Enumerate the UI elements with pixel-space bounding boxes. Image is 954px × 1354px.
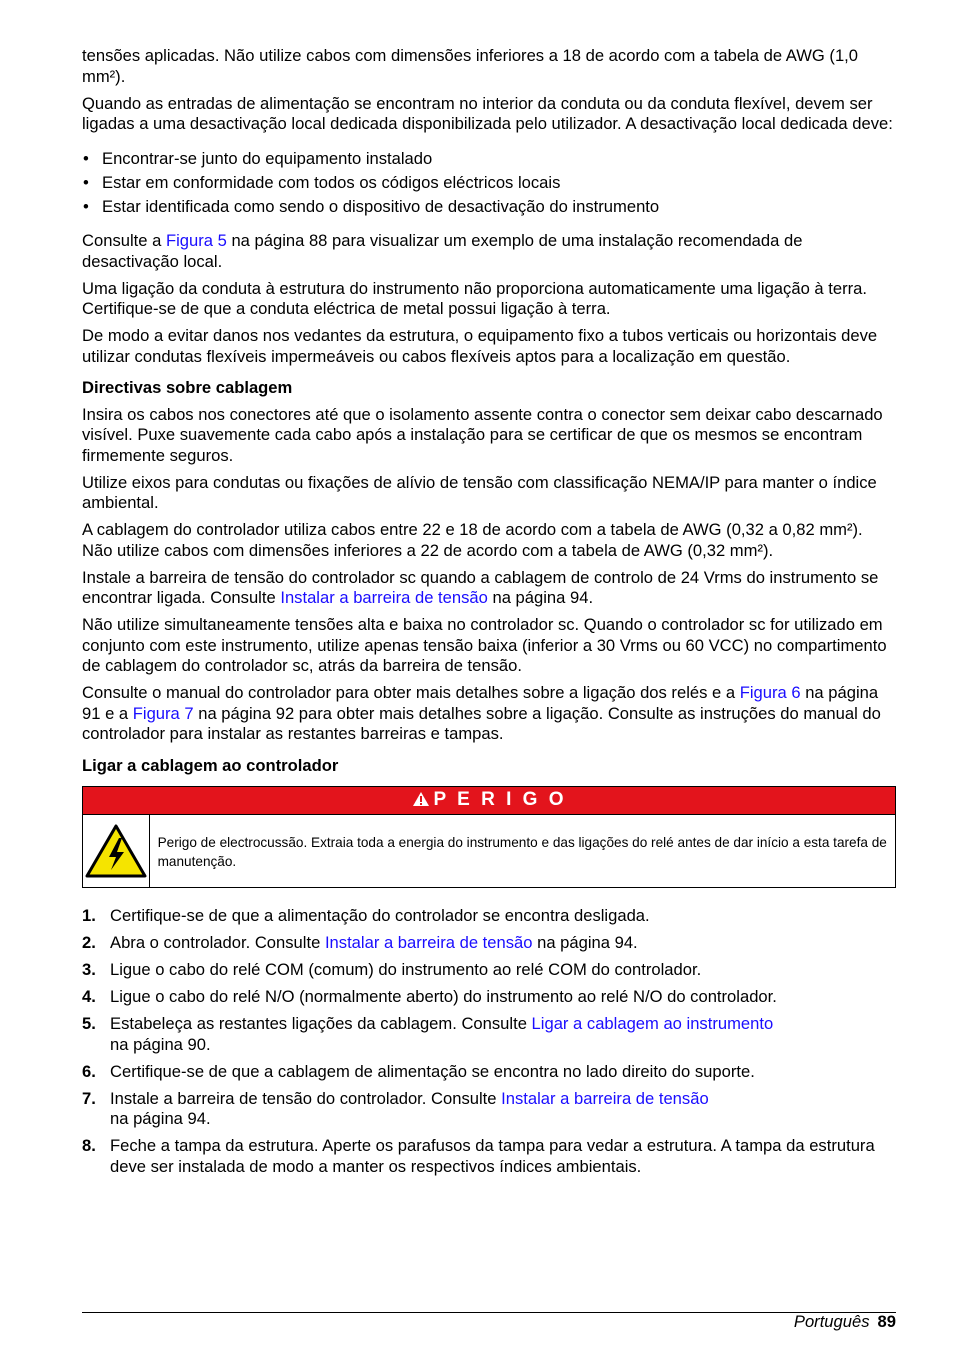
danger-header xyxy=(83,787,895,815)
list-item: 3. Ligue o cabo do relé COM (comum) do instrumento ao relé COM do controlador. xyxy=(82,960,702,979)
bullet-list xyxy=(82,149,896,218)
paragraph: tensões aplicadas. Não utilize cabos com dimensões inferiores a 18 de acordo com a tabela de AWG (1,0 mm²). xyxy=(82,46,859,86)
paragraph: Uma ligação da conduta à estrutura do instrumento não proporciona automaticamente uma ligação à terra. Certifique-se de que a conduta eléctrica de metal possui ligação à terra. xyxy=(82,278,867,318)
danger-box xyxy=(82,786,896,888)
list-item: 1. Certifique-se de que a alimentação do controlador se encontra desligada. xyxy=(82,906,650,925)
voltage-barrier-link[interactable]: Instalar a barreira de tensão xyxy=(324,933,533,952)
paragraph: Utilize eixos para condutas ou fixações de alívio de tensão com classificação NEMA/IP para manter o índice ambiental. xyxy=(82,472,877,512)
paragraph: De modo a evitar danos nos vedantes da estrutura, o equipamento fixo a tubos verticais ou horizontais deve utilizar condutas flexíveis impermeáveis ou cabos flexíveis aptos para a localização em questão. xyxy=(82,326,878,366)
danger-title: P E R I G O xyxy=(433,789,567,810)
steps-list xyxy=(82,906,896,1177)
page-number: 89 xyxy=(877,1312,896,1331)
page-footer xyxy=(794,1312,896,1333)
section-heading: Directivas sobre cablagem xyxy=(82,378,293,397)
voltage-barrier-link[interactable]: Instalar a barreira de tensão xyxy=(501,1088,709,1108)
list-item: 5. Estabeleça as restantes ligações da cablagem. Consulte Ligar a cablagem ao instrumento na página 90. xyxy=(82,1014,774,1054)
paragraph: Quando as entradas de alimentação se encontram no interior da conduta ou da conduta flexível, devem ser ligadas a uma desactivação local dedicada disponibilizada pelo utilizador. A desactivação local dedicada deve: xyxy=(82,93,893,133)
list-item: 2. Abra o controlador. Consulte Instalar a barreira de tensão na página 94. xyxy=(82,933,638,952)
list-item: • Estar identificada como sendo o dispositivo de desactivação do instrumento xyxy=(83,196,660,216)
bullet-icon: • xyxy=(83,172,89,192)
list-item: 4. Ligue o cabo do relé N/O (normalmente aberto) do instrumento ao relé N/O do controlador. xyxy=(82,987,777,1006)
list-item: 6. Certifique-se de que a cablagem de alimentação se encontra no lado direito do suporte. xyxy=(82,1061,755,1081)
electrical-hazard-icon xyxy=(83,815,150,887)
list-item: 7. Instale a barreira de tensão do controlador. Consulte Instalar a barreira de tensão na página 94. xyxy=(82,1088,709,1128)
footer-divider xyxy=(82,1312,896,1313)
danger-message: Perigo de electrocussão. Extraia toda a energia do instrumento e das ligações do relé antes de dar início a esta tarefa de manutenção. xyxy=(157,835,887,869)
figure-5-link[interactable]: Figura 5 xyxy=(165,231,227,250)
paragraph: Consulte o manual do controlador para obter mais detalhes sobre a ligação dos relés e a Figura 6 na página 91 e a Figura 7 na página 92 para obter mais detalhes sobre a ligação. Consulte as instruções do manual do controlador para instalar as restantes barreiras e tampas. xyxy=(82,683,881,743)
section-heading: Ligar a cablagem ao controlador xyxy=(82,755,339,775)
figure-7-link[interactable]: Figura 7 xyxy=(132,703,194,723)
paragraph: Não utilize simultaneamente tensões alta e baixa no controlador sc. Quando o controlador sc for utilizado em conjunto com este instrumento, utilize apenas tensão baixa (inferior a 30 Vrms ou 60 VCC) no compartimento de cablagem do controlador sc, atrás da barreira de tensão. xyxy=(82,615,887,675)
paragraph: A cablagem do controlador utiliza cabos entre 22 e 18 de acordo com a tabela de AWG (0,32 a 0,82 mm²). Não utilize cabos com dimensões inferiores a 22 de acordo com a tabela de AWG (0,32 mm²). xyxy=(82,520,863,560)
list-item: • Encontrar-se junto do equipamento instalado xyxy=(83,148,433,168)
voltage-barrier-link[interactable]: Instalar a barreira de tensão xyxy=(280,588,488,607)
wiring-instrument-link[interactable]: Ligar a cablagem ao instrumento xyxy=(531,1014,774,1033)
bullet-icon: • xyxy=(83,196,89,216)
document-page xyxy=(82,46,896,1184)
list-item: • Estar em conformidade com todos os códigos eléctricos locais xyxy=(83,172,561,192)
paragraph: Instale a barreira de tensão do controlador sc quando a cablagem de controlo de 24 Vrms do instrumento se encontrar ligada. Consulte Instalar a barreira de tensão na página 94. xyxy=(82,567,879,607)
warning-triangle-icon xyxy=(412,789,430,815)
paragraph: Consulte a Figura 5 na página 88 para visualizar um exemplo de uma instalação recomendada de desactivação local. xyxy=(82,231,803,271)
figure-6-link[interactable]: Figura 6 xyxy=(739,683,801,702)
footer-language: Português xyxy=(793,1312,870,1331)
bullet-icon: • xyxy=(83,148,89,168)
list-item: 8. Feche a tampa da estrutura. Aperte os parafusos da tampa para vedar a estrutura. A tampa da estrutura deve ser instalada de modo a manter os respectivos índices ambientais. xyxy=(82,1136,875,1176)
paragraph: Insira os cabos nos conectores até que o isolamento assente contra o conector sem deixar cabo descarnado visível. Puxe suavemente cada cabo após a instalação para se certificar de que os mesmos se encontram firmemente seguros. xyxy=(82,404,883,465)
